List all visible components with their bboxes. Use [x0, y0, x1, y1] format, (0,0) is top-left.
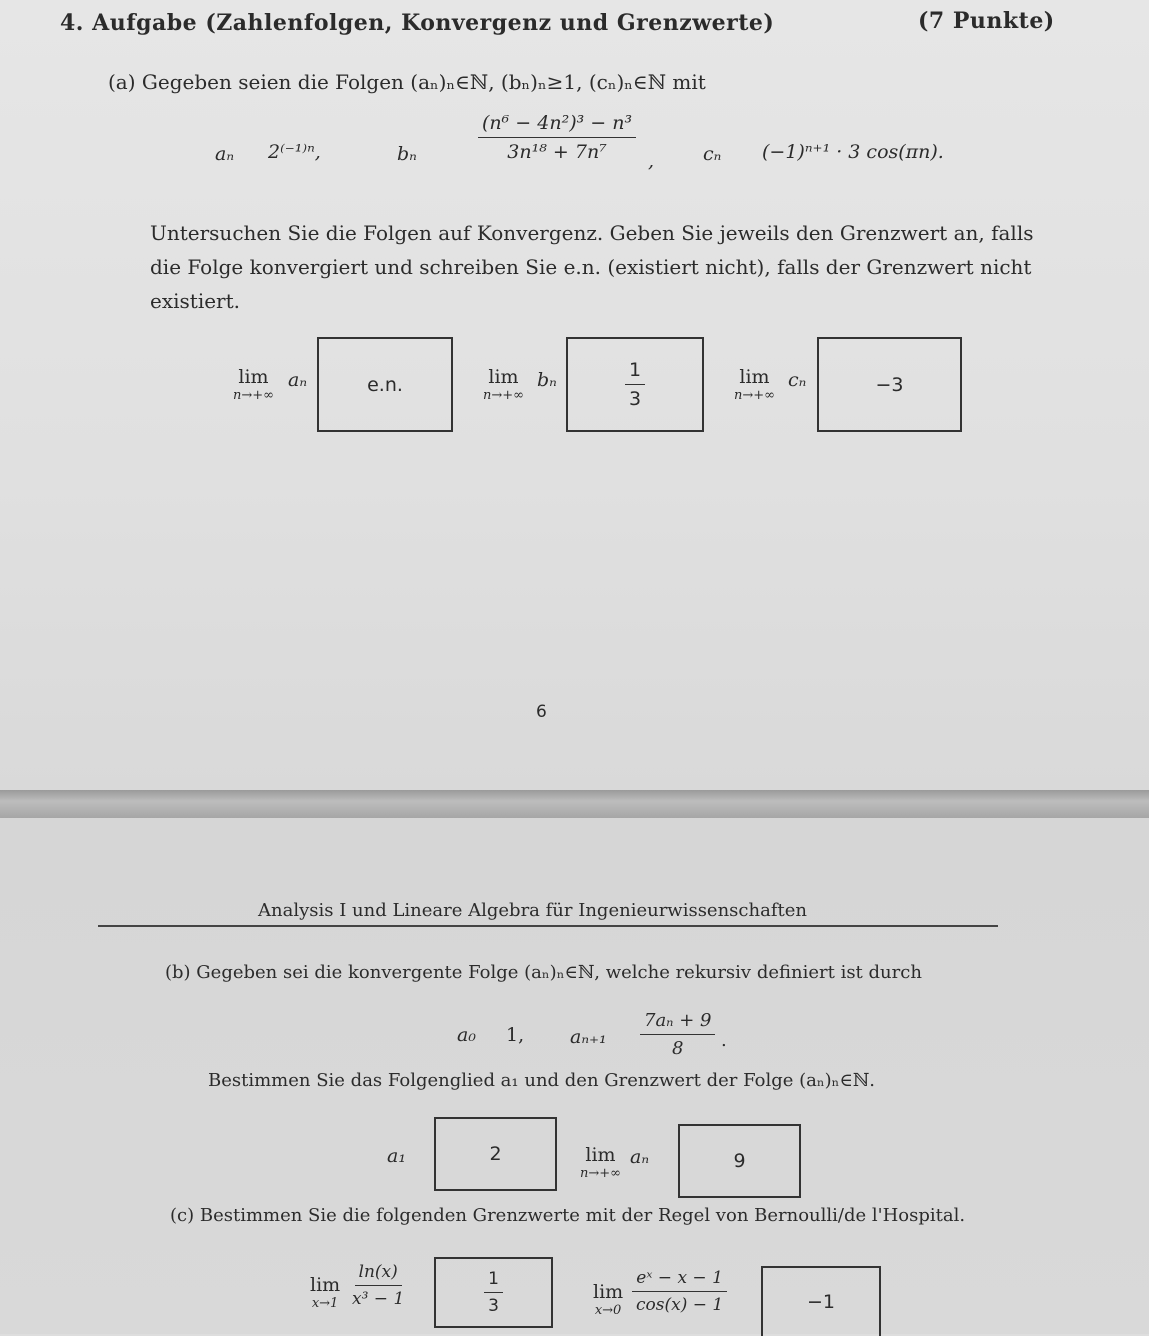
- lim-c-sequence: cₙ: [788, 369, 807, 391]
- a0-value: 1,: [506, 1024, 525, 1046]
- f2-numerator: eˣ − x − 1: [632, 1268, 727, 1292]
- recursion-denominator: 8: [672, 1038, 684, 1059]
- f1-denominator: x³ − 1: [352, 1289, 405, 1309]
- exercise-title: 4. Aufgabe (Zahlenfolgen, Konvergenz und Grenzwerte): [60, 10, 775, 36]
- lim2-function: [632, 1268, 727, 1315]
- lim-word: lim: [593, 1281, 624, 1303]
- exercise-points: (7 Punkte): [918, 8, 1055, 34]
- a-definition: 2⁽⁻¹⁾ⁿ,: [268, 141, 321, 163]
- f1-numerator: ln(x): [355, 1262, 402, 1286]
- recursion-definition: [640, 1010, 715, 1059]
- answer1-numerator: 1: [484, 1269, 503, 1293]
- lim-subscript: n→+∞: [233, 388, 274, 403]
- answer-lim-recursive-value: 9: [733, 1150, 746, 1172]
- answer-box-lim1[interactable]: [434, 1257, 553, 1328]
- part-a-intro: (a) Gegeben seien die Folgen (aₙ)ₙ∈ℕ, (bₙ)ₙ≥1, (cₙ)ₙ∈ℕ mit: [108, 70, 706, 94]
- lim-a-sequence: aₙ: [288, 369, 308, 391]
- header-rule: [98, 925, 998, 927]
- course-header: Analysis I und Lineare Algebra für Ingenieurwissenschaften: [258, 900, 807, 921]
- part-a-instruction: Untersuchen Sie die Folgen auf Konvergenz. Geben Sie jeweils den Grenzwert an, falls die Folge konvergiert und schreiben Sie e.n. (existiert nicht), falls der Grenzwert nicht existiert.: [150, 221, 1034, 313]
- lim2-operator: [593, 1283, 623, 1317]
- lim1-operator: [310, 1276, 340, 1310]
- page-number: 6: [536, 702, 547, 722]
- lim-word: lim: [310, 1274, 341, 1296]
- lim-word: lim: [238, 366, 269, 388]
- part-c-intro: (c) Bestimmen Sie die folgenden Grenzwerte mit der Regel von Bernoulli/de l'Hospital.: [170, 1205, 966, 1226]
- c-label: cₙ: [703, 143, 722, 165]
- lim-subscript: n→+∞: [483, 388, 524, 403]
- a-label: aₙ: [215, 143, 235, 165]
- lim-recursive-sequence: aₙ: [630, 1146, 650, 1168]
- answer-box-a[interactable]: [317, 337, 453, 432]
- answer-box-c[interactable]: [817, 337, 962, 432]
- recursion-dot: .: [721, 1030, 727, 1051]
- a0-label: a₀: [457, 1024, 476, 1046]
- answer-box-lim2[interactable]: [761, 1266, 881, 1336]
- lim-word: lim: [739, 366, 770, 388]
- answer-b-numerator: 1: [625, 359, 645, 385]
- recursion-numerator: 7aₙ + 9: [640, 1010, 715, 1035]
- b-definition: [478, 112, 636, 163]
- b-numerator: (n⁶ − 4n²)³ − n³: [478, 112, 636, 138]
- b-comma: ,: [648, 150, 655, 172]
- recursion-label: aₙ₊₁: [570, 1026, 607, 1048]
- answer2-value: −1: [806, 1291, 835, 1313]
- b-denominator: 3n¹⁸ + 7n⁷: [507, 141, 607, 163]
- answer-box-b[interactable]: [566, 337, 704, 432]
- answer-a-value: e.n.: [367, 373, 403, 396]
- lim-subscript: x→1: [311, 1296, 339, 1311]
- answer-c-value: −3: [875, 373, 904, 396]
- answer1-denominator: 3: [488, 1296, 499, 1316]
- lim-subscript: n→+∞: [580, 1166, 621, 1181]
- a1-label: a₁: [387, 1145, 406, 1167]
- lim-a-operator: [233, 368, 274, 402]
- answer-a1-value: 2: [489, 1143, 502, 1165]
- lim-subscript: x→0: [594, 1303, 622, 1318]
- lim-b-operator: [483, 368, 524, 402]
- answer-b-denominator: 3: [628, 388, 642, 410]
- c-definition: (−1)ⁿ⁺¹ · 3 cos(πn).: [762, 141, 944, 163]
- f2-denominator: cos(x) − 1: [636, 1295, 724, 1315]
- part-b-instruction: Bestimmen Sie das Folgenglied a₁ und den Grenzwert der Folge (aₙ)ₙ∈ℕ.: [208, 1070, 875, 1091]
- lim-word: lim: [488, 366, 519, 388]
- lim1-function: [348, 1262, 408, 1309]
- lim-subscript: n→+∞: [734, 388, 775, 403]
- part-b-intro: (b) Gegeben sei die konvergente Folge (aₙ)ₙ∈ℕ, welche rekursiv definiert ist durch: [165, 962, 922, 983]
- b-label: bₙ: [397, 143, 417, 165]
- answer-box-lim-recursive[interactable]: [678, 1124, 801, 1198]
- lim-c-operator: [734, 368, 775, 402]
- answer-box-a1[interactable]: [434, 1117, 557, 1191]
- lim-b-sequence: bₙ: [537, 369, 557, 391]
- lim-recursive-operator: [580, 1146, 621, 1180]
- lim-word: lim: [585, 1144, 616, 1166]
- page-gap: [0, 790, 1149, 818]
